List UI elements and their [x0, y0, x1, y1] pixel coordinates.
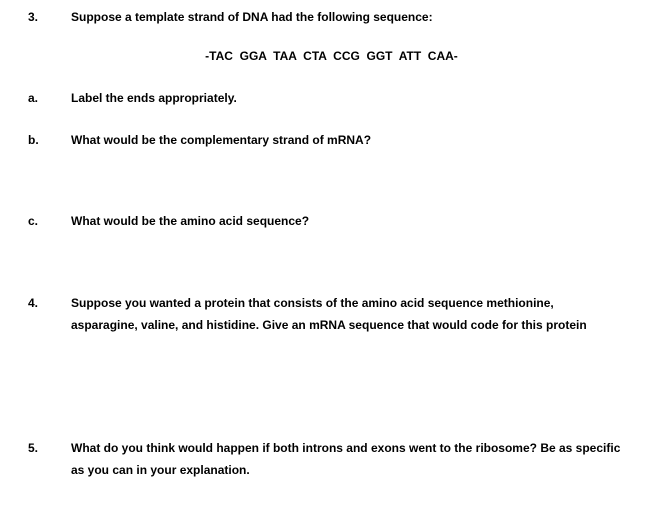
question-3-text: Suppose a template strand of DNA had the following sequence:: [71, 10, 433, 24]
question-3-number: 3.: [28, 10, 39, 24]
question-3c-text: What would be the amino acid sequence?: [71, 214, 310, 228]
question-4-number: 4.: [28, 296, 39, 310]
question-5-text: What do you think would happen if both introns and exons went to the ribosome? Be as specific as you can in your explanation.: [71, 441, 621, 477]
question-3a-text: Label the ends appropriately.: [71, 91, 237, 105]
dna-template-sequence: -TAC GGA TAA CTA CCG GGT ATT CAA-: [205, 49, 458, 63]
question-3b-text: What would be the complementary strand of mRNA?: [71, 133, 372, 147]
question-4-text: Suppose you wanted a protein that consists of the amino acid sequence methionine, asparagine, valine, and histidine. Give an mRNA sequence that would code for this protein: [71, 296, 587, 332]
question-3c-letter: c.: [28, 214, 39, 228]
question-3a-letter: a.: [28, 91, 39, 105]
question-3b-letter: b.: [28, 133, 39, 147]
question-5-number: 5.: [28, 441, 39, 455]
